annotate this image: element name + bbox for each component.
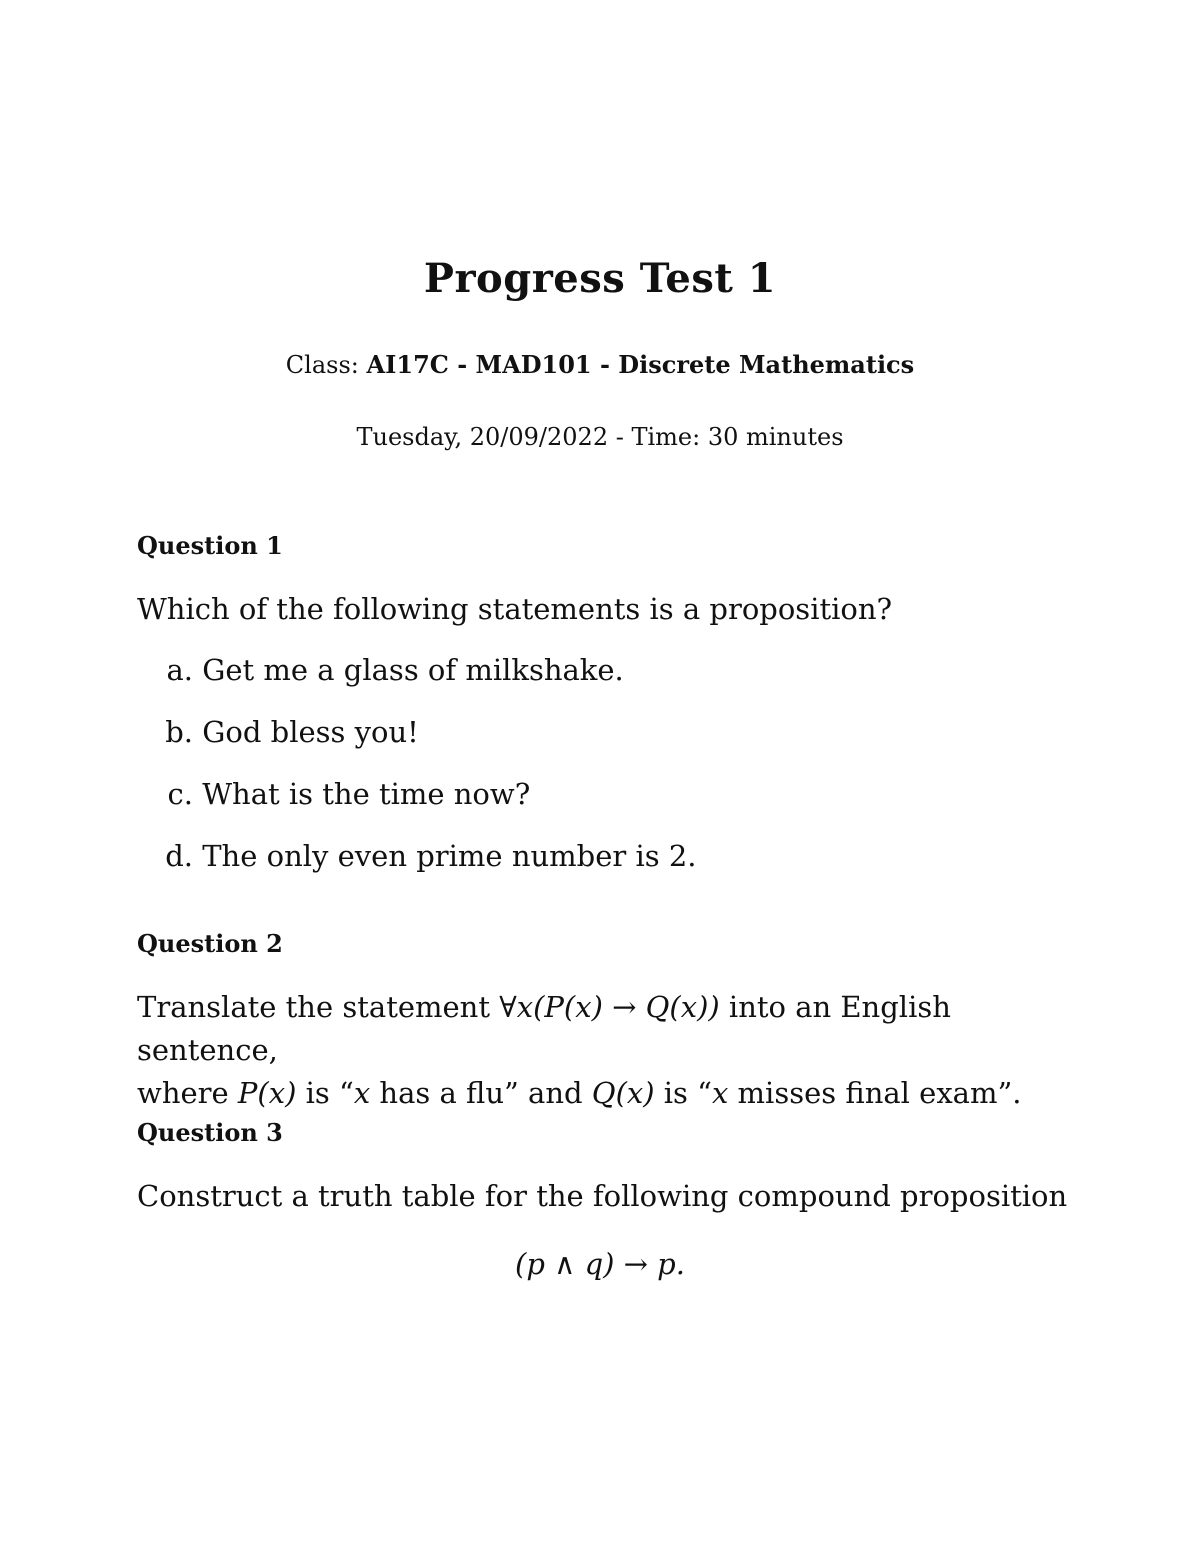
- math-expression: P(x): [237, 1076, 297, 1110]
- question-2-line-2: [137, 1072, 1097, 1115]
- text-run: misses final exam”.: [728, 1076, 1022, 1110]
- question-2-heading: Question 2: [137, 929, 283, 958]
- question-1-heading: Question 1: [137, 531, 283, 560]
- text-run: into an English sentence,: [137, 990, 951, 1067]
- class-value: AI17C - MAD101 - Discrete Mathematics: [366, 350, 915, 379]
- option-letter: a.: [166, 653, 193, 687]
- question-3-prompt: Construct a truth table for the following compound proposition: [137, 1179, 1068, 1213]
- option-text: What is the time now?: [202, 777, 531, 811]
- math-variable: x: [711, 1076, 729, 1110]
- class-info: [0, 350, 1200, 379]
- question-1-option-a: [155, 653, 624, 687]
- option-letter: b.: [165, 715, 193, 749]
- question-1-option-c: [155, 777, 530, 811]
- option-text: Get me a glass of milkshake.: [202, 653, 624, 687]
- question-2-prompt: [137, 986, 1097, 1115]
- page-title: Progress Test 1: [423, 255, 777, 302]
- text-run: is “: [654, 1076, 712, 1110]
- option-letter: d.: [165, 839, 193, 873]
- text-run: where: [137, 1076, 238, 1110]
- question-1-option-b: [155, 715, 419, 749]
- date-time-info: Tuesday, 20/09/2022 - Time: 30 minutes: [356, 423, 844, 451]
- option-text: The only even prime number is 2.: [202, 839, 697, 873]
- question-3-heading: Question 3: [137, 1118, 283, 1147]
- question-3-formula: (p ∧ q) → p.: [515, 1247, 685, 1281]
- text-run: Translate the statement: [137, 990, 500, 1024]
- math-expression: Q(x): [591, 1076, 655, 1110]
- math-variable: x: [353, 1076, 371, 1110]
- question-1-option-d: [155, 839, 697, 873]
- math-expression: ∀x(P(x) → Q(x)): [499, 990, 720, 1024]
- question-1-prompt: Which of the following statements is a proposition?: [137, 592, 893, 626]
- question-2-line-1: [137, 986, 1097, 1072]
- option-letter: c.: [167, 777, 193, 811]
- class-label: Class:: [285, 351, 359, 379]
- text-run: has a flu” and: [370, 1076, 592, 1110]
- text-run: is “: [296, 1076, 354, 1110]
- option-text: God bless you!: [202, 715, 419, 749]
